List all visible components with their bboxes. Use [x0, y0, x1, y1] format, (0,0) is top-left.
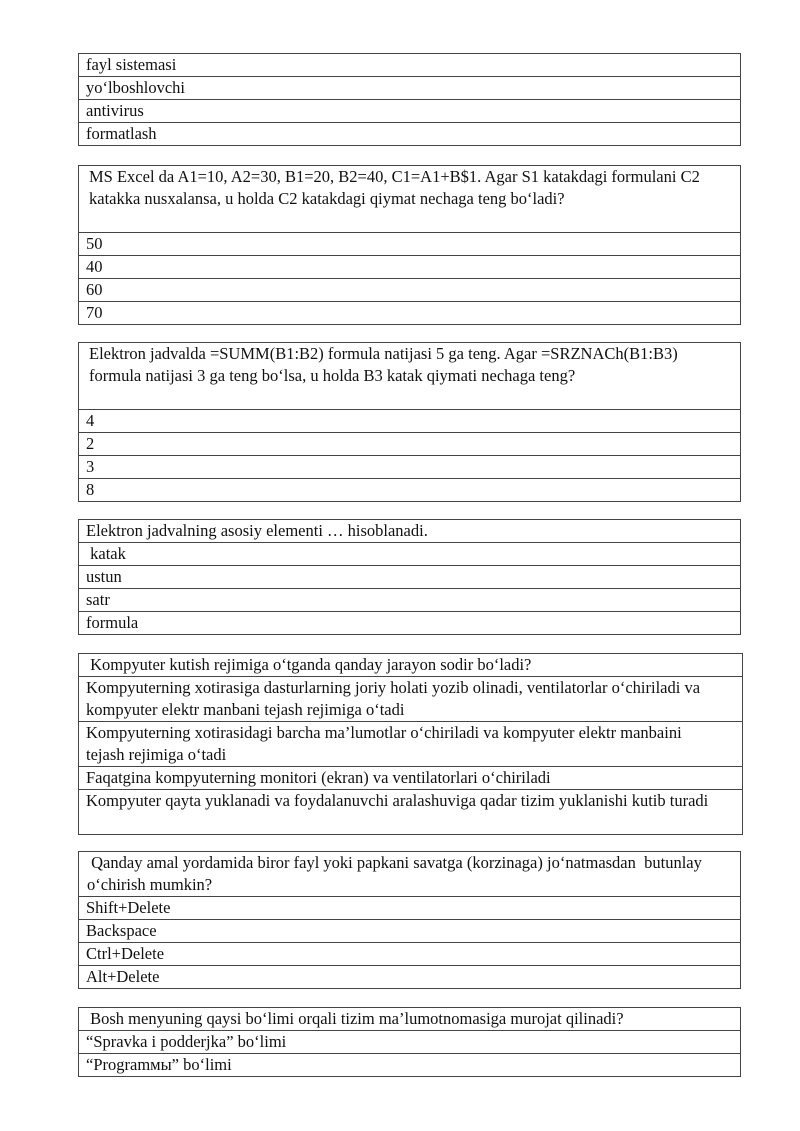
- answer-option: Shift+Delete: [79, 897, 741, 920]
- answer-option: satr: [79, 589, 741, 612]
- answer-option: formula: [79, 612, 741, 635]
- question-block-5: [78, 653, 743, 835]
- question-block-2: [78, 165, 741, 325]
- answer-option: Faqatgina kompyuterning monitori (ekran) va ventilatorlari o‘chiriladi: [79, 767, 743, 790]
- question-text: Bosh menyuning qaysi bo‘limi orqali tizim ma’lumotnomasiga murojat qilinadi?: [79, 1008, 741, 1031]
- answer-option: 50: [79, 233, 741, 256]
- question-text: Kompyuter kutish rejimiga o‘tganda qanday jarayon sodir bo‘ladi?: [79, 654, 743, 677]
- answer-option: “Spravka i podderjka” bo‘limi: [79, 1031, 741, 1054]
- question-text: Elektron jadvalda =SUMM(B1:B2) formula natijasi 5 ga teng. Agar =SRZNACh(B1:B3) formula natijasi 3 ga teng bo‘lsa, u holda B3 katak qiymati nechaga teng?: [79, 343, 741, 410]
- question-block-3: [78, 342, 741, 502]
- question-text: Elektron jadvalning asosiy elementi … hisoblanadi.: [79, 520, 741, 543]
- answer-option: “Programмы” bo‘limi: [79, 1054, 741, 1077]
- answer-option: antivirus: [79, 100, 741, 123]
- answer-option: 4: [79, 410, 741, 433]
- answer-option: fayl sistemasi: [79, 54, 741, 77]
- question-block-1: [78, 53, 741, 146]
- answer-option: 70: [79, 302, 741, 325]
- question-text: MS Excel da A1=10, A2=30, B1=20, B2=40, C1=A1+B$1. Agar S1 katakdagi formulani C2 katakka nusxalansa, u holda C2 katakdagi qiymat nechaga teng bo‘ladi?: [79, 166, 741, 233]
- answer-option: formatlash: [79, 123, 741, 146]
- answer-option: Ctrl+Delete: [79, 943, 741, 966]
- question-block-7: [78, 1007, 741, 1077]
- answer-option: 2: [79, 433, 741, 456]
- question-text: Qanday amal yordamida biror fayl yoki papkani savatga (korzinaga) jo‘natmasdan butunlay o‘chirish mumkin?: [79, 852, 741, 897]
- question-block-6: [78, 851, 741, 989]
- answer-option: Backspace: [79, 920, 741, 943]
- answer-option: 8: [79, 479, 741, 502]
- answer-option: Kompyuterning xotirasiga dasturlarning joriy holati yozib olinadi, ventilatorlar o‘chiriladi va kompyuter elektr manbani tejash rejimiga o‘tadi: [79, 677, 743, 722]
- answer-option: 60: [79, 279, 741, 302]
- answer-option: katak: [79, 543, 741, 566]
- answer-option: 40: [79, 256, 741, 279]
- answer-option: 3: [79, 456, 741, 479]
- answer-option: Alt+Delete: [79, 966, 741, 989]
- question-block-4: [78, 519, 741, 635]
- answer-option: yo‘lboshlovchi: [79, 77, 741, 100]
- answer-option: ustun: [79, 566, 741, 589]
- answer-option: Kompyuterning xotirasidagi barcha ma’lumotlar o‘chiriladi va kompyuter elektr manbaini tejash rejimiga o‘tadi: [79, 722, 743, 767]
- answer-option: Kompyuter qayta yuklanadi va foydalanuvchi aralashuviga qadar tizim yuklanishi kutib turadi: [79, 790, 743, 835]
